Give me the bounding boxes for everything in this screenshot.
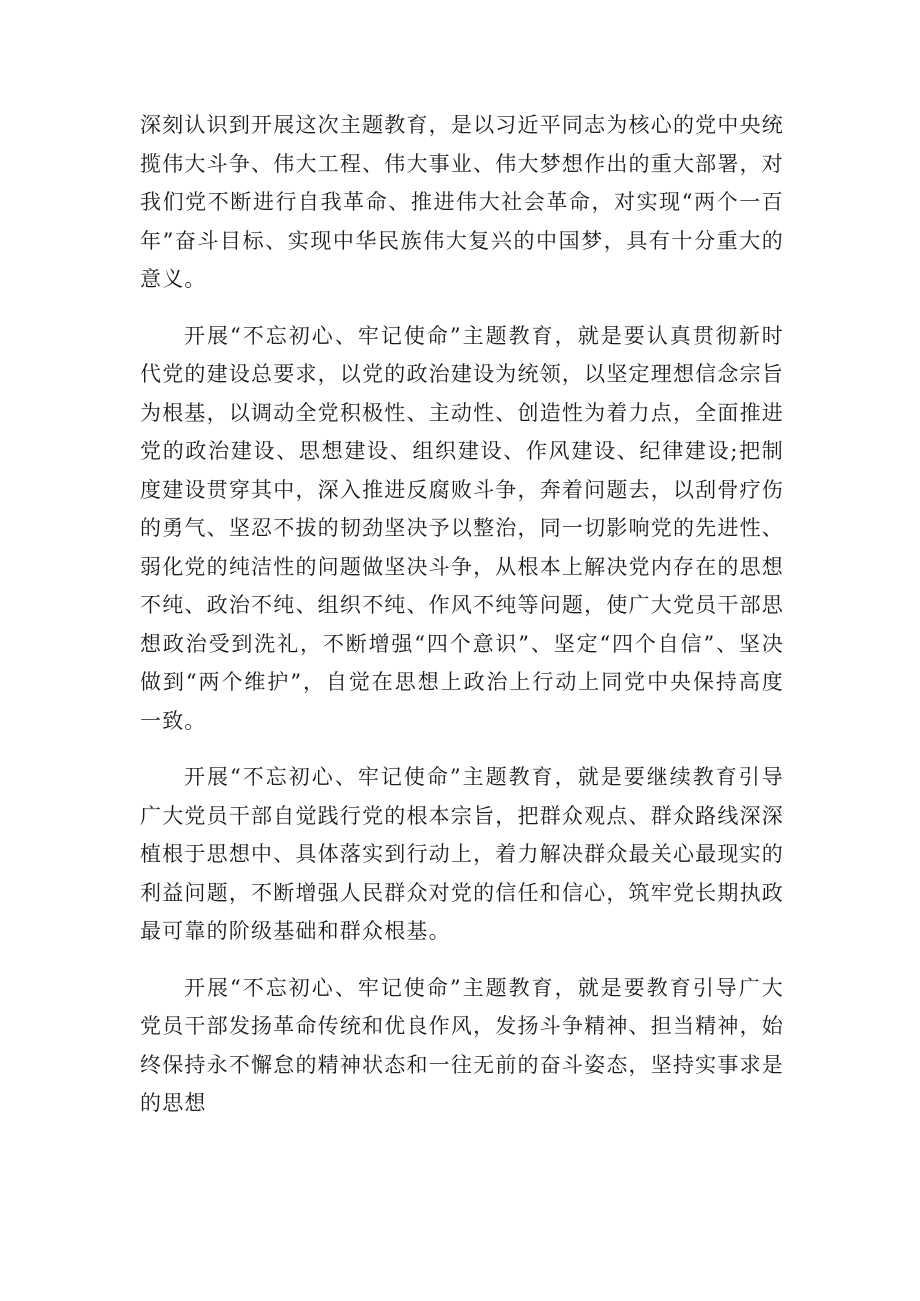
paragraph-4: 开展“不忘初心、牢记使命”主题教育，就是要教育引导广大党员干部发扬革命传统和优良作风，发扬斗争精神、担当精神，始终保持永不懈怠的精神状态和一往无前的奋斗姿态，坚持实事求是的思想 <box>140 975 784 1115</box>
paragraph-1: 深刻认识到开展这次主题教育，是以习近平同志为核心的党中央统揽伟大斗争、伟大工程、伟大事业、伟大梦想作出的重大部署，对我们党不断进行自我革命、推进伟大社会革命，对实现“两个一百年”奋斗目标、实现中华民族伟大复兴的中国梦，具有十分重大的意义。 <box>140 113 784 291</box>
document-body <box>140 106 784 1141</box>
paragraph-2: 开展“不忘初心、牢记使命”主题教育，就是要认真贯彻新时代党的建设总要求，以党的政治建设为统领，以坚定理想信念宗旨为根基，以调动全党积极性、主动性、创造性为着力点，全面推进党的政治建设、思想建设、组织建设、作风建设、纪律建设;把制度建设贯穿其中，深入推进反腐败斗争，奔着问题去，以刮骨疗伤的勇气、坚忍不拔的韧劲坚决予以整治，同一切影响党的先进性、弱化党的纯洁性的问题做坚决斗争，从根本上解决党内存在的思想不纯、政治不纯、组织不纯、作风不纯等问题，使广大党员干部思想政治受到洗礼，不断增强“四个意识”、坚定“四个自信”、坚决做到“两个维护”，自觉在思想上政治上行动上同党中央保持高度一致。 <box>140 323 784 733</box>
paragraph-3: 开展“不忘初心、牢记使命”主题教育，就是要继续教育引导广大党员干部自觉践行党的根本宗旨，把群众观点、群众路线深深植根于思想中、具体落实到行动上，着力解决群众最关心最现实的利益问题，不断增强人民群众对党的信任和信心，筑牢党长期执政最可靠的阶级基础和群众根基。 <box>140 765 784 943</box>
